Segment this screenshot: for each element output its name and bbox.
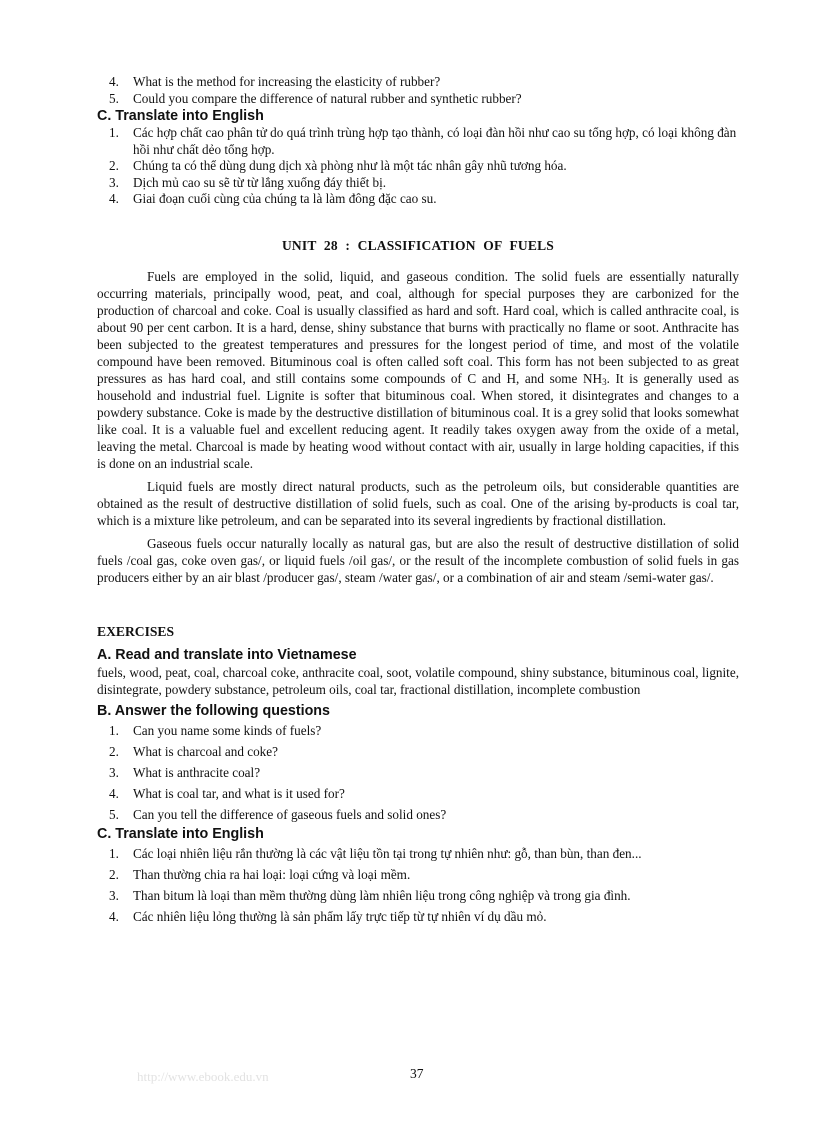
page-content <box>97 74 739 927</box>
list-item: 5. Could you compare the difference of natural rubber and synthetic rubber? <box>109 90 522 106</box>
list-item: 2. Than thường chia ra hai loại: loại cứng và loại mềm. <box>109 866 411 882</box>
list-item: 1. Các loại nhiên liệu rắn thường là các vật liệu tồn tại trong tự nhiên như: gỗ, than bùn, than đen... <box>109 845 642 861</box>
section-b-list <box>97 720 739 825</box>
unit-title: UNIT 28 : CLASSIFICATION OF FUELS <box>281 237 555 253</box>
list-item: 3. What is anthracite coal? <box>109 764 261 780</box>
list-item: 4. What is the method for increasing the elasticity of rubber? <box>109 74 441 89</box>
section-a-heading: A. Read and translate into Vietnamese <box>97 646 357 663</box>
page-number: 37 <box>410 1066 424 1081</box>
list-item: 2. What is charcoal and coke? <box>109 743 278 759</box>
list-item: 1. Can you name some kinds of fuels? <box>109 722 322 738</box>
vocabulary-list: fuels, wood, peat, coal, charcoal coke, anthracite coal, soot, volatile compound, shiny substance, bituminous coal, lignite, disintegrate, powdery substance, petroleum oils, coal tar, fractional distillation, incomplete combustion <box>97 664 739 697</box>
list-item: 5. Can you tell the difference of gaseous fuels and solid ones? <box>109 806 447 822</box>
list-item: 1. Các hợp chất cao phân tử do quá trình trùng hợp tạo thành, có loại đàn hồi như cao su tổng hợp, có loại không đàn hồi như chất dẻo tổng hợp. <box>109 125 737 157</box>
top-translate-heading: C. Translate into English <box>97 108 264 124</box>
section-c-heading: C. Translate into English <box>97 825 264 842</box>
watermark-url: http://www.ebook.edu.vn <box>137 1069 269 1084</box>
list-item: 2. Chúng ta có thể dùng dung dịch xà phòng như là một tác nhân gây nhũ tương hóa. <box>109 158 567 173</box>
list-item: 4. Các nhiên liệu lỏng thường là sản phẩm lấy trực tiếp từ tự nhiên ví dụ dầu mỏ. <box>109 908 547 924</box>
list-item: 4. Giai đoạn cuối cùng của chúng ta là làm đông đặc cao su. <box>109 191 437 206</box>
previous-questions-list <box>97 74 739 107</box>
section-c-list <box>97 843 739 927</box>
section-b-heading: B. Answer the following questions <box>97 702 330 719</box>
list-item: 3. Than bitum là loại than mềm thường dùng làm nhiên liệu trong công nghiệp và trong gia đình. <box>109 887 631 903</box>
top-translate-list <box>97 125 739 208</box>
list-item: 4. What is coal tar, and what is it used for? <box>109 785 345 801</box>
list-item: 3. Dịch mủ cao su sẽ từ từ lắng xuống đáy thiết bị. <box>109 174 387 190</box>
paragraph-liquid-fuels: Liquid fuels are mostly direct natural products, such as the petroleum oils, but considerable quantities are obtained as the result of destructive distillation of solid fuels, such as coal. One of the arising by-products is coal tar, which is a mixture like petroleum, and can be separated into its several ingredients by fractional distillation. <box>97 478 739 528</box>
exercises-title: EXERCISES <box>97 623 175 639</box>
paragraph-gaseous-fuels: Gaseous fuels occur naturally locally as natural gas, but are also the result of destructive distillation of solid fuels /coal gas, coke oven gas/, or liquid fuels /oil gas/, or the result of the incomplete combustion of solid fuels in gas producers either by an air blast /producer gas/, steam /water gas/, or a combination of air and steam /semi-water gas/. <box>97 535 739 585</box>
paragraph-solid-fuels: Fuels are employed in the solid, liquid, and gaseous condition. The solid fuels are essentially naturally occurring materials, principally wood, peat, and coal, although for special purposes they are carbonized for the production of charcoal and coke. Coal is usually classified as hard and soft. Hard coal, which is called anthracite coal, is about 90 per cent carbon. It is a hard, dense, shiny substance that burns with practically no flame or soot. Anthracite has been subjected to the greatest temperatures and pressures for the longest period of time, and most of the volatile compound have been removed. Bituminous coal is often called soft coal. This form has not been subjected to as great pressures as has hard coal, and still contains some compounds of C and H, and some $NH_3$. It is generally used as household and industrial fuel. Lignite is softer that bituminous coal. When stored, it disintegrates and changes to a powdery substance. Coke is made by the destructive distillation of bituminous coal. It is a grey solid that looks somewhat like coal. It is a valuable fuel and excellent reducing agent. It readily takes oxygen away from the oxide of a metal, leaving the metal. Charcoal is made by heating wood without contact with air, usually in large holding capacities, if this is done on an industrial scale. <box>97 268 739 471</box>
